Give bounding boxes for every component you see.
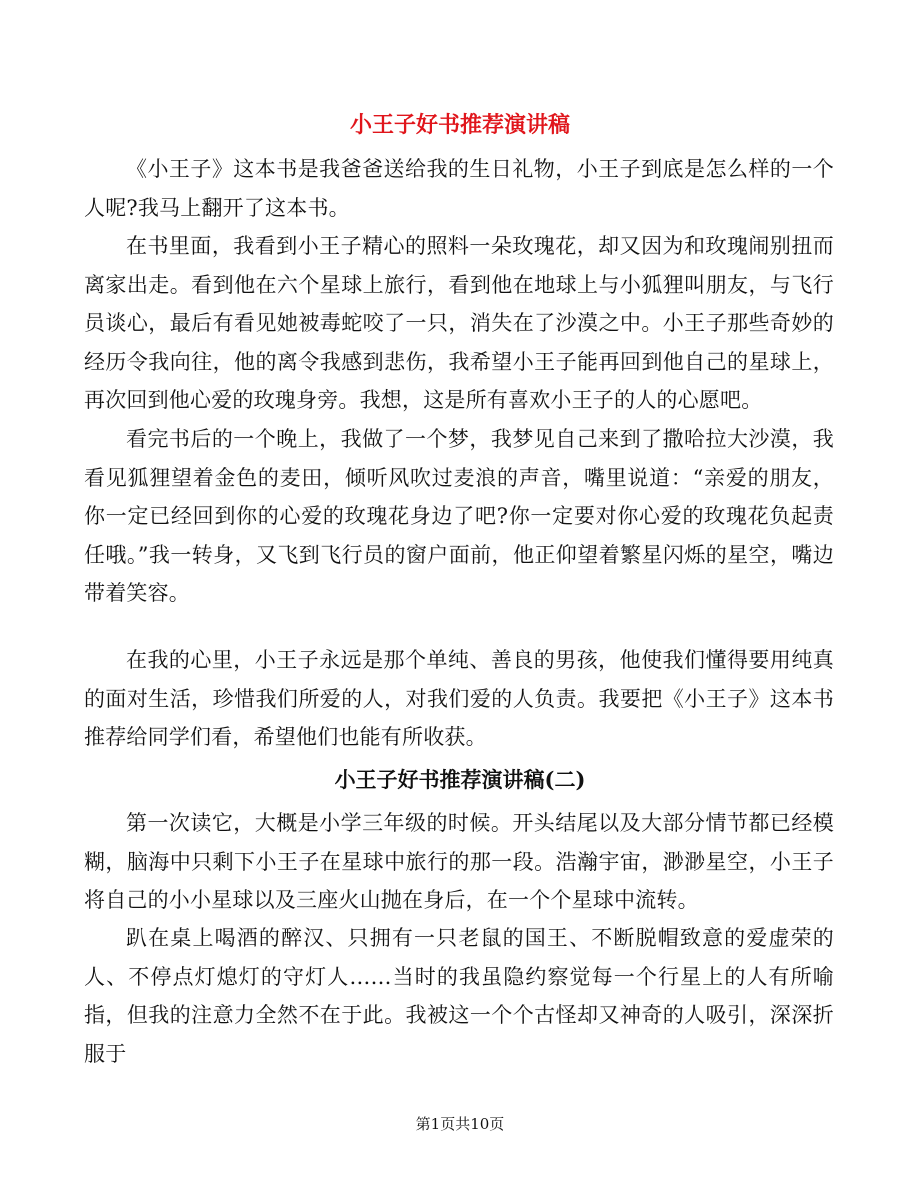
paragraph: 第一次读它，大概是小学三年级的时候。开头结尾以及大部分情节都已经模糊，脑海中只剩下小王子在星球中旅行的那一段。浩瀚宇宙，渺渺星空，小王子将自己的小小星球以及三座火山抛在身后，在一个个星球中流转。	[84, 811, 834, 912]
document-title: 小王子好书推荐演讲稿	[349, 112, 570, 138]
section-title: 小王子好书推荐演讲稿(二)	[334, 767, 586, 792]
page-number: 第1页共10页	[415, 1115, 505, 1133]
paragraph: 《小王子》这本书是我爸爸送给我的生日礼物，小王子到底是怎么样的一个人呢?我马上翻开了这本书。	[84, 157, 834, 220]
paragraph: 看完书后的一个晚上，我做了一个梦，我梦见自己来到了撒哈拉大沙漠，我看见狐狸望着金色的麦田，倾听风吹过麦浪的声音，嘴里说道：“亲爱的朋友，你一定已经回到你的心爱的玫瑰花身边了吧?你一定要对你心爱的玫瑰花负起责任哦。”我一转身，又飞到飞行员的窗户面前，他正仰望着繁星闪烁的星空，嘴边带着笑容。	[84, 427, 834, 605]
paragraph: 趴在桌上喝酒的醉汉、只拥有一只老鼠的国王、不断脱帽致意的爱虚荣的人、不停点灯熄灯的守灯人……当时的我虽隐约察觉每一个行星上的人有所喻指，但我的注意力全然不在于此。我被这一个个古怪却又神奇的人吸引，深深折服于	[84, 926, 834, 1066]
paragraph: 在书里面，我看到小王子精心的照料一朵玫瑰花，却又因为和玫瑰闹别扭而离家出走。看到他在六个星球上旅行，看到他在地球上与小狐狸叫朋友，与飞行员谈心，最后有看见她被毒蛇咬了一只，消失在了沙漠之中。小王子那些奇妙的经历令我向往，他的离令我感到悲伤，我希望小王子能再回到他自己的星球上，再次回到他心爱的玫瑰身旁。我想，这是所有喜欢小王子的人的心愿吧。	[84, 234, 834, 412]
paragraph: 在我的心里，小王子永远是那个单纯、善良的男孩，他使我们懂得要用纯真的面对生活，珍惜我们所爱的人，对我们爱的人负责。我要把《小王子》这本书推荐给同学们看，希望他们也能有所收获。	[84, 648, 834, 749]
